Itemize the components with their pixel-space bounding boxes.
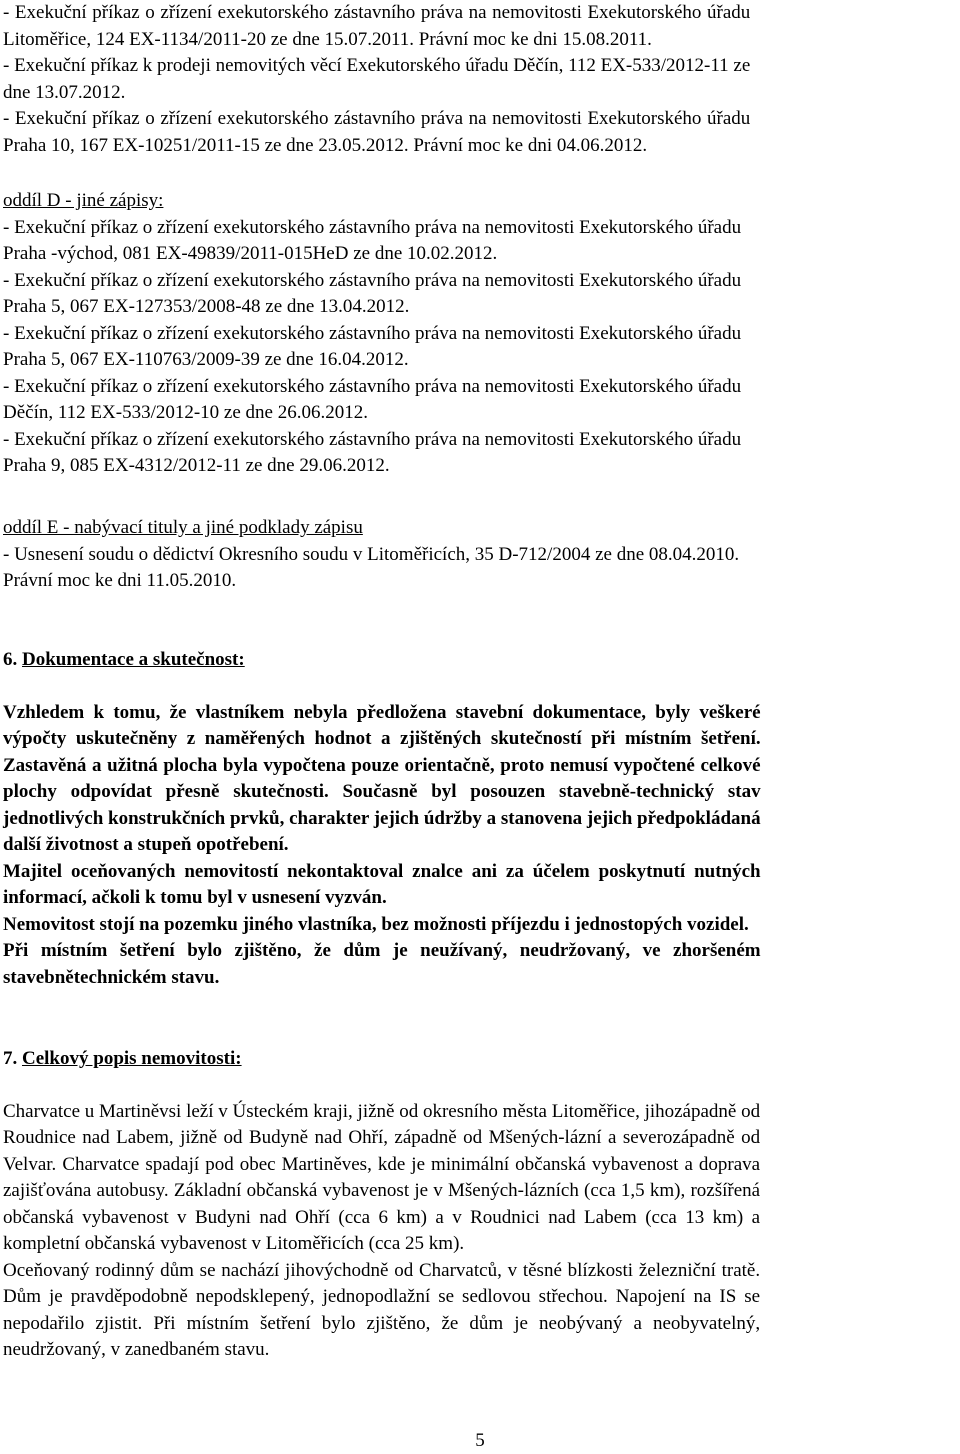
paragraph-line: - Exekuční příkaz o zřízení exekutorského zástavního práva na nemovitosti Exekutorského úřadu xyxy=(3,108,751,129)
paragraph-line: Praha 9, 085 EX-4312/2012-11 ze dne 29.06.2012. xyxy=(3,455,390,476)
paragraph-line: občanská vybavenost v Budyni nad Ohří (cca 6 km) a v Roudnici nad Labem (cca 13 km) a xyxy=(3,1206,761,1228)
paragraph-line: - Exekuční příkaz k prodeji nemovitých věcí Exekutorského úřadu Děčín, 112 EX-533/2012-11 ze xyxy=(3,55,751,76)
paragraph-line: Praha 10, 167 EX-10251/2011-15 ze dne 23.05.2012. Právní moc ke dni 04.06.2012. xyxy=(3,134,648,156)
paragraph-line: - Exekuční příkaz o zřízení exekutorského zástavního práva na nemovitosti Exekutorského úřadu xyxy=(3,428,742,450)
paragraph-line: Roudnice nad Labem, jižně od Budyně nad Ohří, západně od Mšených-lázní a severozápadně od xyxy=(3,1127,761,1148)
section-6 xyxy=(3,647,761,991)
section-7 xyxy=(3,1046,760,1364)
page-number: 5 xyxy=(475,1430,485,1451)
paragraph-line: plochy odpovídat přesně skutečnosti. Současně byl posouzen stavebně-technický stav xyxy=(3,781,761,802)
prior-entries-block xyxy=(3,0,750,159)
paragraph-line: Praha 5, 067 EX-110763/2009-39 ze dne 16.04.2012. xyxy=(3,349,409,370)
paragraph-line: neudržovaný, v zanedbaném stavu. xyxy=(3,1339,270,1360)
paragraph-line: Oceňovaný rodinný dům se nachází jihovýchodně od Charvatců, v těsné blízkosti železniční tratě. xyxy=(3,1259,761,1281)
paragraph-line: Majitel oceňovaných nemovitostí nekontaktoval znalce ani za účelem poskytnutí nutných xyxy=(3,860,761,882)
paragraph-line: kompletní občanská vybavenost v Litoměřicích (cca 25 km). xyxy=(3,1233,465,1254)
section-7-number: 7. xyxy=(3,1048,18,1069)
paragraph-line: Praha -východ, 081 EX-49839/2011-015HeD ze dne 10.02.2012. xyxy=(3,243,498,264)
paragraph-line: Nemovitost stojí na pozemku jiného vlastníka, bez možnosti příjezdu i jednostopých vozidel. xyxy=(3,913,749,935)
paragraph-line: Charvatce u Martiněvsi leží v Ústeckém kraji, jižně od okresního města Litoměřice, jihozápadně od xyxy=(3,1100,761,1122)
paragraph-line: informací, ačkoli k tomu byl v usnesení vyzván. xyxy=(3,887,387,908)
section-d-heading xyxy=(3,188,741,215)
paragraph-line: Vzhledem k tomu, že vlastníkem nebyla předložena stavební dokumentace, byly veškeré xyxy=(3,701,761,723)
paragraph-line: jednotlivých konstrukčních prvků, charakter jejich údržby a stanovena jejich předpokládaná xyxy=(3,807,761,829)
section-6-heading xyxy=(3,647,761,674)
paragraph-line: výpočty uskutečněny z naměřených hodnot a zjištěných skutečností při místním šetření. xyxy=(3,728,761,749)
section-e-heading xyxy=(3,515,739,542)
paragraph-line: stavebnětechnickém stavu. xyxy=(3,966,220,988)
paragraph-line: Zastavěná a užitná plocha byla vypočtena pouze orientačně, proto nemusí vypočtené celkové xyxy=(3,754,761,776)
paragraph-line: - Usnesení soudu o dědictví Okresního soudu v Litoměřicích, 35 D-712/2004 ze dne 08.04.2010. xyxy=(3,543,740,565)
section-e-heading-text: oddíl E - nabývací tituly a jiné podklady zápisu xyxy=(3,517,363,538)
section-6-title: Dokumentace a skutečnost: xyxy=(22,649,245,670)
paragraph-line: Děčín, 112 EX-533/2012-10 ze dne 26.06.2012. xyxy=(3,402,368,423)
paragraph-line: dne 13.07.2012. xyxy=(3,81,126,103)
paragraph-line: Dům je pravděpodobně nepodsklepený, jednopodlažní se sedlovou střechou. Napojení na IS se xyxy=(3,1286,761,1307)
paragraph-line: Při místním šetření bylo zjištěno, že dům je neužívaný, neudržovaný, ve zhoršeném xyxy=(3,940,761,961)
section-6-number: 6. xyxy=(3,649,18,670)
section-d xyxy=(3,188,741,480)
paragraph-line: další životnost a stupeň opotřebení. xyxy=(3,834,289,855)
section-d-heading-text: oddíl D - jiné zápisy: xyxy=(3,190,164,211)
paragraph-line: - Exekuční příkaz o zřízení exekutorského zástavního práva na nemovitosti Exekutorského úřadu xyxy=(3,216,742,238)
paragraph-line: - Exekuční příkaz o zřízení exekutorského zástavního práva na nemovitosti Exekutorského úřadu xyxy=(3,375,742,397)
section-7-title: Celkový popis nemovitosti: xyxy=(22,1048,242,1069)
paragraph-line: zajišťována autobusy. Základní občanská vybavenost je v Mšených-lázních (cca 1,5 km), rozšířená xyxy=(3,1180,761,1201)
section-7-heading xyxy=(3,1046,760,1073)
paragraph-line: Velvar. Charvatce spadají pod obec Martiněves, kde je minimální občanská vybavenost a doprava xyxy=(3,1153,761,1175)
paragraph-line: nepodařilo zjistit. Při místním šetření bylo zjištěno, že dům je neobývaný a neobyvatelný, xyxy=(3,1312,761,1334)
paragraph-line: - Exekuční příkaz o zřízení exekutorského zástavního práva na nemovitosti Exekutorského úřadu xyxy=(3,269,742,291)
paragraph-line: Právní moc ke dni 11.05.2010. xyxy=(3,570,237,591)
paragraph-line: - Exekuční příkaz o zřízení exekutorského zástavního práva na nemovitosti Exekutorského úřadu xyxy=(3,322,742,344)
paragraph-line: Praha 5, 067 EX-127353/2008-48 ze dne 13.04.2012. xyxy=(3,296,410,317)
paragraph-line: - Exekuční příkaz o zřízení exekutorského zástavního práva na nemovitosti Exekutorského úřadu xyxy=(3,2,751,23)
section-e xyxy=(3,515,739,595)
paragraph-line: Litoměřice, 124 EX-1134/2011-20 ze dne 15.07.2011. Právní moc ke dni 15.08.2011. xyxy=(3,28,652,50)
